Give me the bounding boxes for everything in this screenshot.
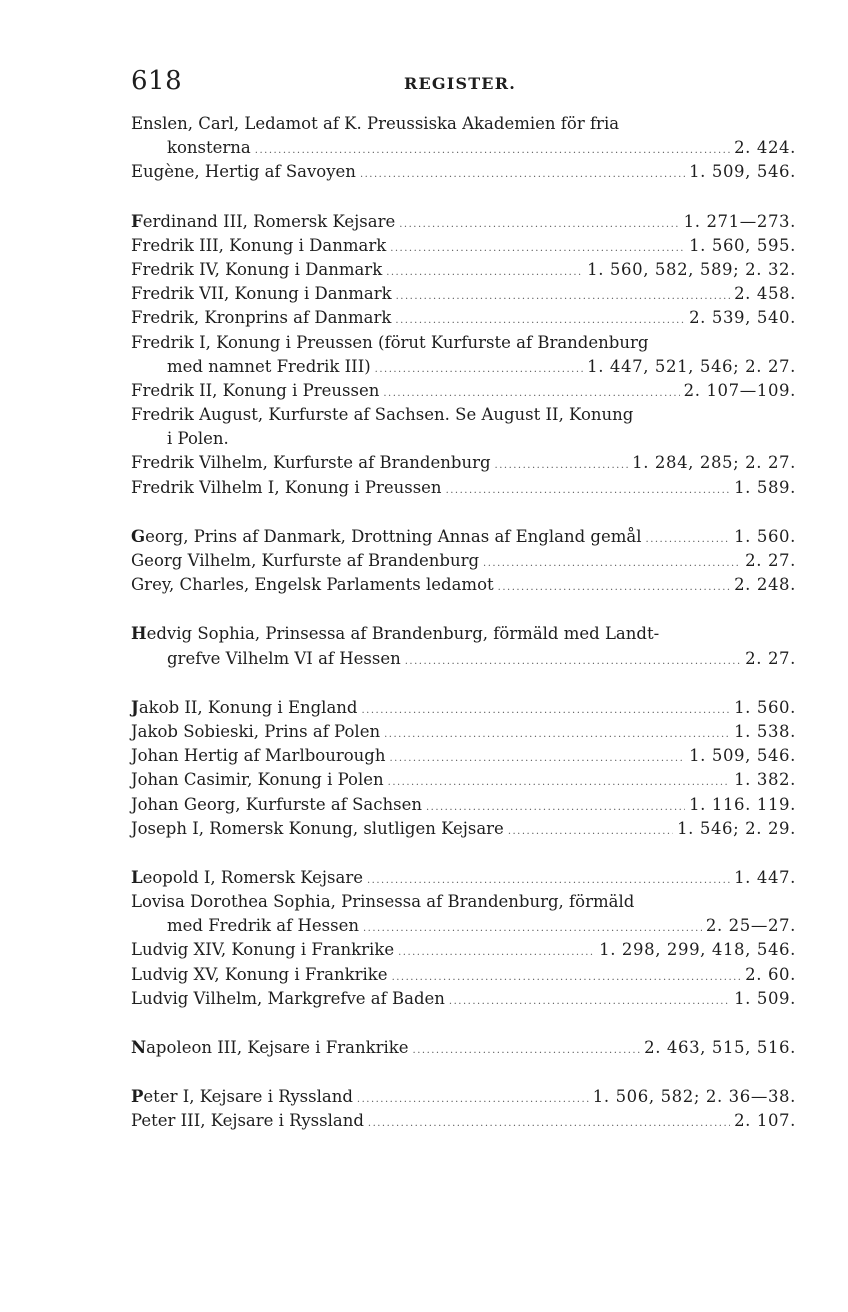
index-entry: Fredrik III, Konung i Danmark ..... 1. 560, 595. <box>131 234 796 258</box>
index-entry-continuation: med Fredrik af Hessen ..... 2. 25—27. <box>131 914 796 938</box>
page-reference: 1. 509, 546. <box>689 162 796 182</box>
index-entry-continuation: konsterna ..... 2. 424. <box>131 136 796 160</box>
page-reference: 2. 25—27. <box>705 916 796 936</box>
section-initial: F <box>131 211 143 231</box>
page-reference: 1. 271—273. <box>683 211 796 231</box>
page-reference: 1. 560. <box>734 526 796 546</box>
page-reference: 2. 60. <box>745 964 796 984</box>
page-reference: 1. 284, 285; 2. 27. <box>632 453 796 473</box>
page-reference: 1. 560, 595. <box>689 235 796 255</box>
index-entry: Hedvig Sophia, Prinsessa af Brandenburg, förmäld med Landt- <box>131 624 660 644</box>
page-reference: 2. 107. <box>734 1111 796 1131</box>
section-initial: P <box>131 1087 144 1107</box>
section-initial: L <box>131 867 143 887</box>
page-reference: 1. 509. <box>734 988 796 1008</box>
index-entry: Fredrik Vilhelm, Kurfurste af Brandenburg ..... 1. 284, 285; 2. 27. <box>131 451 796 475</box>
index-entry: Jakob Sobieski, Prins af Polen ..... 1. 538. <box>131 720 796 744</box>
index-entry-continuation: med namnet Fredrik III) ..... 1. 447, 521, 546; 2. 27. <box>131 355 796 379</box>
page-reference: 2. 424. <box>734 138 796 158</box>
index-entry: Jakob II, Konung i England ..... 1. 560. <box>131 696 796 720</box>
index-entry: Eugène, Hertig af Savoyen ..... 1. 509, 546. <box>131 160 796 184</box>
index-entry: Grey, Charles, Engelsk Parlaments ledamot ..... 2. 248. <box>131 573 796 597</box>
index-entry: Lovisa Dorothea Sophia, Prinsessa af Brandenburg, förmäld <box>131 892 635 912</box>
index-entry: Georg Vilhelm, Kurfurste af Brandenburg ..... 2. 27. <box>131 549 796 573</box>
index-entry: Fredrik II, Konung i Preussen ..... 2. 107—109. <box>131 379 796 403</box>
page-reference: 1. 589. <box>734 477 796 497</box>
section-initial: H <box>131 624 147 644</box>
index-entry: Leopold I, Romersk Kejsare ..... 1. 447. <box>131 866 796 890</box>
index-entry: Johan Hertig af Marlbourough ..... 1. 509, 546. <box>131 744 796 768</box>
index-entry: Fredrik August, Kurfurste af Sachsen. Se August II, Konung <box>131 405 634 425</box>
section-initial: J <box>131 697 139 717</box>
page-reference: 2. 27. <box>745 648 796 668</box>
index-entry: Peter I, Kejsare i Ryssland ..... 1. 506, 582; 2. 36—38. <box>131 1085 796 1109</box>
section-initial: G <box>131 526 146 546</box>
page-reference: 2. 107—109. <box>683 380 796 400</box>
index-entry: Fredrik I, Konung i Preussen (förut Kurfurste af Brandenburg <box>131 332 649 352</box>
index-entry: Fredrik IV, Konung i Danmark ..... 1. 560, 582, 589; 2. 32. <box>131 258 796 282</box>
page-reference: 1. 538. <box>734 721 796 741</box>
section-initial: N <box>131 1038 147 1057</box>
index-entry: Johan Georg, Kurfurste af Sachsen ..... 1. 116. 119. <box>131 793 796 817</box>
page-reference: 2. 463, 515, 516. <box>644 1038 796 1057</box>
index-entry: Fredrik, Kronprins af Danmark ..... 2. 539, 540. <box>131 306 796 330</box>
page-reference: 1. 447. <box>734 867 796 887</box>
index-entry: Joseph I, Romersk Konung, slutligen Kejsare ..... 1. 546; 2. 29. <box>131 817 796 841</box>
page-number: 618 <box>131 66 183 96</box>
register-entries <box>131 112 796 1134</box>
index-entry: Ludvig Vilhelm, Markgrefve af Baden ..... 1. 509. <box>131 987 796 1011</box>
page-reference: 1. 447, 521, 546; 2. 27. <box>587 356 796 376</box>
index-entry: Johan Casimir, Konung i Polen ..... 1. 382. <box>131 768 796 792</box>
page-reference: 1. 298, 299, 418, 546. <box>599 940 796 960</box>
page-reference: 2. 27. <box>745 551 796 570</box>
page-reference: 1. 560, 582, 589; 2. 32. <box>587 259 796 279</box>
page-reference: 1. 382. <box>734 770 796 790</box>
index-entry: Enslen, Carl, Ledamot af K. Preussiska Akademien för fria <box>131 114 620 133</box>
page-reference: 2. 248. <box>734 575 796 595</box>
index-entry: Peter III, Kejsare i Ryssland ..... 2. 107. <box>131 1109 796 1133</box>
page-reference: 1. 116. 119. <box>689 794 796 814</box>
index-entry: Ludvig XV, Konung i Frankrike ..... 2. 60. <box>131 963 796 987</box>
page-reference: 1. 560. <box>734 697 796 717</box>
index-entry-continuation: i Polen. <box>167 429 229 449</box>
page-reference: 2. 539, 540. <box>689 308 796 328</box>
index-entry: Napoleon III, Kejsare i Frankrike ..... 2. 463, 515, 516. <box>131 1036 796 1060</box>
index-entry: Fredrik Vilhelm I, Konung i Preussen ..... 1. 589. <box>131 476 796 500</box>
running-head: REGISTER. <box>404 74 516 93</box>
page-reference: 2. 458. <box>734 284 796 304</box>
index-entry: Ludvig XIV, Konung i Frankrike ..... 1. 298, 299, 418, 546. <box>131 938 796 962</box>
index-entry-continuation: grefve Vilhelm VI af Hessen ..... 2. 27. <box>131 647 796 671</box>
index-entry: Ferdinand III, Romersk Kejsare ..... 1. 271—273. <box>131 210 796 234</box>
page-reference: 1. 509, 546. <box>689 746 796 766</box>
page-reference: 1. 506, 582; 2. 36—38. <box>592 1087 796 1107</box>
index-entry: Fredrik VII, Konung i Danmark ..... 2. 458. <box>131 282 796 306</box>
page-reference: 1. 546; 2. 29. <box>677 818 796 838</box>
index-entry: Georg, Prins af Danmark, Drottning Annas af England gemål ..... 1. 560. <box>131 525 796 549</box>
